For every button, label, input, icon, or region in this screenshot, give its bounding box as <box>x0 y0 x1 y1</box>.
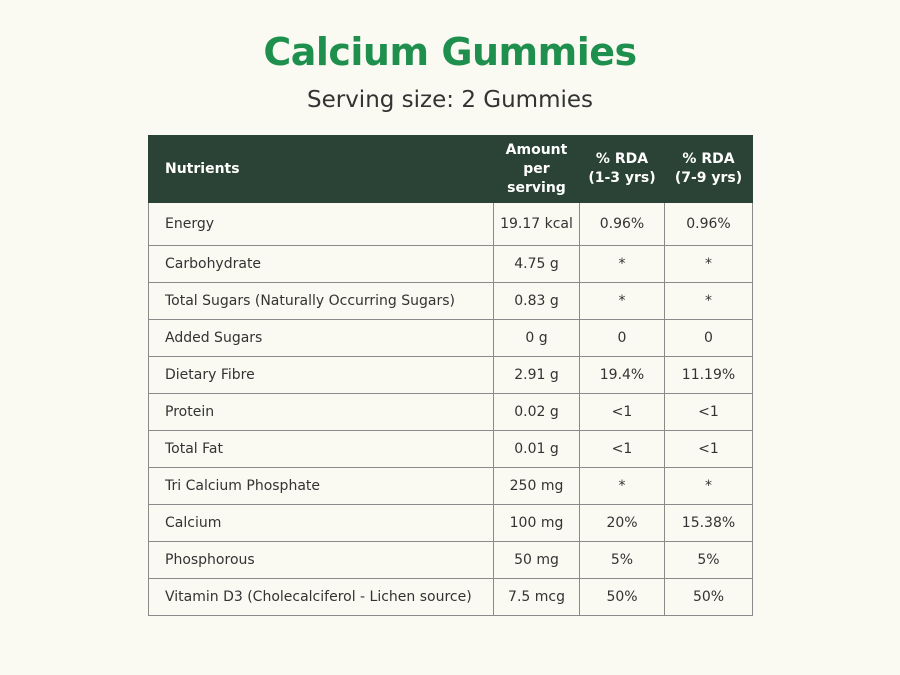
amount-per-serving: 250 mg <box>494 468 580 505</box>
table-row <box>149 203 753 246</box>
rda-7-9-yrs: 15.38% <box>665 505 753 542</box>
nutrient-name: Dietary Fibre <box>149 357 494 394</box>
rda-7-9-yrs: <1 <box>665 394 753 431</box>
table-row <box>149 579 753 616</box>
rda-7-9-yrs: 11.19% <box>665 357 753 394</box>
table-row <box>149 246 753 283</box>
header-rda-1-3-line-1: % RDA <box>595 151 649 167</box>
header-amount-per-serving <box>494 136 580 203</box>
rda-7-9-yrs: 0 <box>665 320 753 357</box>
rda-7-9-yrs: 5% <box>665 542 753 579</box>
nutrient-name: Protein <box>149 394 494 431</box>
table-row <box>149 468 753 505</box>
serving-size: Serving size: 2 Gummies <box>306 87 594 113</box>
rda-1-3-yrs: 0 <box>580 320 665 357</box>
amount-per-serving: 4.75 g <box>494 246 580 283</box>
header-rda-1-3 <box>580 136 665 203</box>
table-header-row <box>149 136 753 203</box>
rda-1-3-yrs: 50% <box>580 579 665 616</box>
amount-per-serving: 50 mg <box>494 542 580 579</box>
rda-1-3-yrs: 19.4% <box>580 357 665 394</box>
header-rda-7-9-line-2: (7-9 yrs) <box>674 170 743 186</box>
page-title: Calcium Gummies <box>263 30 637 74</box>
rda-1-3-yrs: 0.96% <box>580 203 665 246</box>
nutrient-name: Carbohydrate <box>149 246 494 283</box>
rda-7-9-yrs: <1 <box>665 431 753 468</box>
rda-7-9-yrs: * <box>665 246 753 283</box>
rda-1-3-yrs: * <box>580 468 665 505</box>
nutrient-name: Phosphorous <box>149 542 494 579</box>
header-amount-line-3: serving <box>507 179 566 196</box>
table-row <box>149 357 753 394</box>
table-row <box>149 542 753 579</box>
header-nutrients: Nutrients <box>149 136 494 203</box>
amount-per-serving: 19.17 kcal <box>494 203 580 246</box>
table-row <box>149 505 753 542</box>
rda-7-9-yrs: * <box>665 283 753 320</box>
amount-per-serving: 0 g <box>494 320 580 357</box>
rda-1-3-yrs: 20% <box>580 505 665 542</box>
header-rda-7-9-line-1: % RDA <box>682 151 735 167</box>
header-amount-line-2: per <box>523 160 550 177</box>
rda-1-3-yrs: <1 <box>580 394 665 431</box>
nutrient-name: Tri Calcium Phosphate <box>149 468 494 505</box>
amount-per-serving: 100 mg <box>494 505 580 542</box>
nutrient-name: Energy <box>149 203 494 246</box>
header-amount-line-1: Amount <box>505 141 568 158</box>
header-rda-1-3-line-2: (1-3 yrs) <box>588 170 656 186</box>
table-row <box>149 431 753 468</box>
nutrient-name: Total Sugars (Naturally Occurring Sugars) <box>149 283 494 320</box>
amount-per-serving: 0.02 g <box>494 394 580 431</box>
nutrient-name: Total Fat <box>149 431 494 468</box>
table-row <box>149 320 753 357</box>
table-row <box>149 283 753 320</box>
amount-per-serving: 7.5 mcg <box>494 579 580 616</box>
amount-per-serving: 0.01 g <box>494 431 580 468</box>
rda-7-9-yrs: 50% <box>665 579 753 616</box>
nutrient-name: Added Sugars <box>149 320 494 357</box>
nutrient-name: Calcium <box>149 505 494 542</box>
table-row <box>149 394 753 431</box>
header-rda-7-9 <box>665 136 753 203</box>
rda-1-3-yrs: <1 <box>580 431 665 468</box>
amount-per-serving: 2.91 g <box>494 357 580 394</box>
nutrient-name: Vitamin D3 (Cholecalciferol - Lichen source) <box>149 579 494 616</box>
amount-per-serving: 0.83 g <box>494 283 580 320</box>
rda-1-3-yrs: * <box>580 283 665 320</box>
rda-1-3-yrs: * <box>580 246 665 283</box>
rda-1-3-yrs: 5% <box>580 542 665 579</box>
rda-7-9-yrs: * <box>665 468 753 505</box>
rda-7-9-yrs: 0.96% <box>665 203 753 246</box>
nutrition-table <box>148 135 753 616</box>
